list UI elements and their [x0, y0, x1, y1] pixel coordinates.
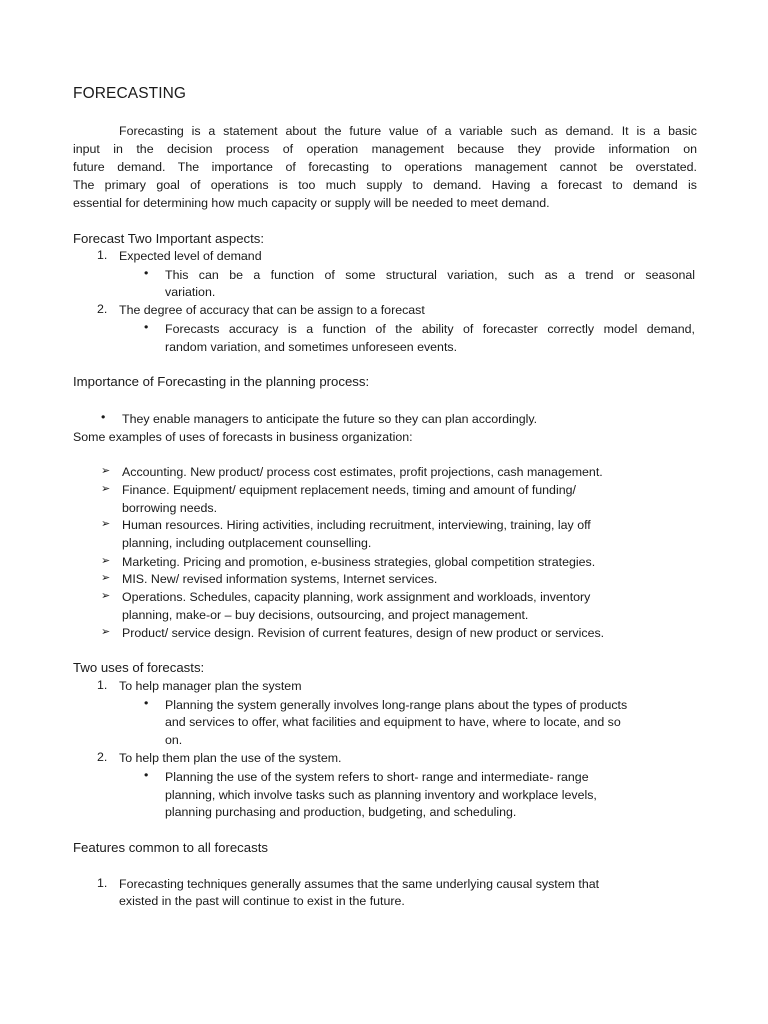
- list-number: 1.: [97, 876, 108, 890]
- example-text: Human resources. Hiring activities, including recruitment, interviewing, training, lay off: [122, 518, 591, 532]
- intro-line: Forecasting is a statement about the future value of a variable such as demand. It is a basic: [119, 124, 697, 138]
- page-title: FORECASTING: [73, 85, 187, 102]
- bullet-text: random variation, and sometimes unforeseen events.: [165, 340, 458, 354]
- example-text: Marketing. Pricing and promotion, e-business strategies, global competition strategies.: [122, 555, 596, 569]
- example-text: Accounting. New product/ process cost estimates, profit projections, cash management.: [122, 465, 603, 479]
- intro-line: The primary goal of operations is too much supply to demand. Having a forecast to demand is: [73, 178, 697, 192]
- bullet-text: This can be a function of some structural variation, such as a trend or seasonal: [165, 268, 695, 282]
- list-item-text: Expected level of demand: [119, 249, 262, 263]
- section-heading-importance: Importance of Forecasting in the planning process:: [73, 374, 370, 389]
- arrow-bullet-icon: ➢: [101, 465, 111, 477]
- list-number: 1.: [97, 678, 108, 692]
- bullet-icon: •: [101, 410, 106, 424]
- intro-paragraph: [73, 122, 697, 212]
- bullet-text: planning, which involve tasks such as planning inventory and workplace levels,: [165, 788, 597, 802]
- intro-line: input in the decision process of operation management because they provide information on: [73, 142, 697, 156]
- list-number: 1.: [97, 248, 108, 262]
- arrow-bullet-icon: ➢: [101, 483, 111, 495]
- bullet-text: on.: [165, 733, 183, 747]
- bullet-text: and services to offer, what facilities and equipment to have, where to locate, and so: [165, 715, 621, 729]
- arrow-bullet-icon: ➢: [101, 555, 111, 567]
- examples-intro: Some examples of uses of forecasts in business organization:: [73, 430, 413, 444]
- bullet-icon: •: [144, 320, 149, 334]
- bullet-text: variation.: [165, 285, 216, 299]
- example-text: Operations. Schedules, capacity planning, work assignment and workloads, inventory: [122, 590, 591, 604]
- bullet-text: They enable managers to anticipate the future so they can plan accordingly.: [122, 412, 538, 426]
- arrow-bullet-icon: ➢: [101, 572, 111, 584]
- bullet-text: Planning the system generally involves long-range plans about the types of products: [165, 698, 628, 712]
- arrow-bullet-icon: ➢: [101, 626, 111, 638]
- intro-line: essential for determining how much capacity or supply will be needed to meet demand.: [73, 196, 550, 210]
- list-item-text: The degree of accuracy that can be assign to a forecast: [119, 303, 425, 317]
- example-text: Finance. Equipment/ equipment replacement needs, timing and amount of funding/: [122, 483, 576, 497]
- list-item-text: existed in the past will continue to exist in the future.: [119, 894, 405, 908]
- bullet-text: Planning the use of the system refers to short- range and intermediate- range: [165, 770, 589, 784]
- section-heading-features: Features common to all forecasts: [73, 840, 268, 855]
- example-text: Product/ service design. Revision of current features, design of new product or services.: [122, 626, 605, 640]
- example-text: planning, including outplacement counselling.: [122, 536, 372, 550]
- example-text: MIS. New/ revised information systems, Internet services.: [122, 572, 438, 586]
- bullet-icon: •: [144, 266, 149, 280]
- arrow-bullet-icon: ➢: [101, 518, 111, 530]
- section-heading-uses: Two uses of forecasts:: [73, 660, 205, 675]
- example-text: planning, make-or – buy decisions, outsourcing, and project management.: [122, 608, 529, 622]
- bullet-icon: •: [144, 768, 149, 782]
- list-number: 2.: [97, 750, 108, 764]
- bullet-text: Forecasts accuracy is a function of the ability of forecaster correctly model demand,: [165, 322, 695, 336]
- bullet-icon: •: [144, 696, 149, 710]
- list-item-text: To help manager plan the system: [119, 679, 302, 693]
- list-number: 2.: [97, 302, 108, 316]
- bullet-text: planning purchasing and production, budgeting, and scheduling.: [165, 805, 517, 819]
- section-heading-aspects: Forecast Two Important aspects:: [73, 231, 265, 246]
- list-item-text: To help them plan the use of the system.: [119, 751, 342, 765]
- example-text: borrowing needs.: [122, 501, 218, 515]
- arrow-bullet-icon: ➢: [101, 590, 111, 602]
- list-item-text: Forecasting techniques generally assumes that the same underlying causal system that: [119, 877, 600, 891]
- intro-line: future demand. The importance of forecasting to operations management cannot be overstated.: [73, 160, 697, 174]
